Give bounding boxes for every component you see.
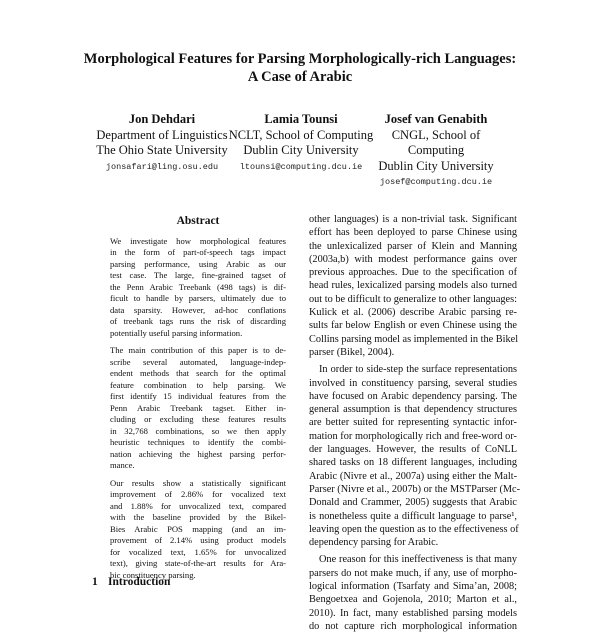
text-line: with the baseline provided by the Bikel- xyxy=(110,512,286,522)
text-line: We investigate how morphological features xyxy=(110,235,286,246)
text-line: Bengoetxea and Gojenola, 2010; Marton et al., xyxy=(309,594,517,606)
text-line: logical information (Tsarfaty and Sima’an, 2008; xyxy=(309,581,517,593)
author-email: ltounsi@computing.dcu.ie xyxy=(239,161,363,172)
text-line: in the form of part-of-speech tags impact xyxy=(110,247,286,257)
text-line: (2003a,b) with modest performance gains over xyxy=(309,253,517,265)
paper-title xyxy=(60,50,540,86)
text-line: test case. The large, fine-grained tagset of xyxy=(110,270,286,280)
text-line: mation for morphologically rich and free-word or- xyxy=(309,430,517,442)
text-line: In order to side-step the surface representations xyxy=(319,364,517,376)
text-line: The main contribution of this paper is to de- xyxy=(110,345,286,355)
text-line: data sparsity. However, ad-hoc conflations xyxy=(110,304,286,315)
author-institution: Dublin City University xyxy=(243,143,359,157)
body-paragraph-1 xyxy=(309,213,517,359)
text-line: Parser (Nivre et al., 2007b) or the MSTParser (Mc- xyxy=(309,483,521,495)
text-line: ficult to handle by parsers, ultimately due to xyxy=(110,293,286,303)
text-line: Our results show a statistically significant xyxy=(110,477,286,488)
text-line: the unlexicalized parser of Klein and Manning xyxy=(309,240,517,252)
author-block-3 xyxy=(370,112,502,190)
text-line: parsing performance, using Arabic as our xyxy=(110,258,286,269)
author-institution: The Ohio State University xyxy=(96,143,228,157)
text-line: are better suited for representing syntactic infor- xyxy=(309,417,517,429)
text-line: shared tasks on 18 different languages, including xyxy=(309,457,517,469)
text-line: Collins parsing model as implemented in the Bikel xyxy=(309,333,519,345)
author-name: Jon Dehdari xyxy=(128,112,196,126)
text-line: feature combination to help parsing. We xyxy=(110,379,286,390)
author-block-2 xyxy=(228,112,374,175)
body-paragraph-3 xyxy=(309,553,517,633)
text-line: have focused on Arabic dependency parsing. The xyxy=(309,390,517,402)
text-line: text), giving state-of-the-art results for Ara- xyxy=(110,558,286,568)
text-line: Bies Arabic POS mapping (and an im- xyxy=(110,523,286,534)
text-line: do not capture rich morphological information xyxy=(309,620,517,632)
text-line: involved in constituency parsing, several studies xyxy=(309,377,517,389)
text-line: Donald and Crammer, 2005) suggests that Arabic xyxy=(309,497,517,509)
author-name: Josef van Genabith xyxy=(384,112,488,126)
section-title: Introduction xyxy=(108,576,171,588)
text-line: Kulick et al. (2006) describe Arabic parsing re- xyxy=(309,307,517,319)
abstract-column xyxy=(110,216,286,587)
text-line: head rules, lexicalized parsing models also turned xyxy=(309,280,517,292)
text-line: dependency parsing for Arabic. xyxy=(309,537,439,549)
author-institution: Dublin City University xyxy=(378,158,494,173)
text-line: heuristic techniques to identify the combi- xyxy=(110,437,286,447)
text-line: of treebank tags runs the risk of discarding xyxy=(110,316,286,326)
text-line: provement of 2.14% using product models xyxy=(110,535,286,545)
text-line: previous approaches. Due to the specification of xyxy=(309,267,517,279)
author-affiliation: Department of Linguistics xyxy=(96,127,228,142)
author-email: jonsafari@ling.osu.edu xyxy=(105,161,219,172)
text-line: scribe several automated, language-indep- xyxy=(110,356,286,367)
text-line: other languages) is a non-trivial task. Significant xyxy=(309,214,517,225)
author-affiliation: CNGL, School of Computing xyxy=(391,127,481,157)
author-email: josef@computing.dcu.ie xyxy=(379,177,493,187)
text-line: Arabic (Nivre et al., 2007a) using either the Malt- xyxy=(309,470,517,482)
author-name: Lamia Tounsi xyxy=(264,112,338,126)
text-line: leaving open the question as to the effectiveness of xyxy=(309,523,519,535)
text-line: Penn Arabic Treebank tagset. Either in- xyxy=(110,402,286,413)
section-heading-introduction xyxy=(92,576,170,588)
title-line-1: Morphological Features for Parsing Morphologically-rich Languages: xyxy=(83,51,517,67)
text-line: sults far below English or even Chinese using the xyxy=(309,320,517,332)
text-line: nation achieving the highest parsing perfor- xyxy=(110,448,286,459)
abstract-heading: Abstract xyxy=(176,215,220,227)
body-paragraph-2 xyxy=(309,363,521,549)
author-affiliation: NCLT, School of Computing xyxy=(228,127,374,142)
text-line: general assumption is that dependency structures xyxy=(309,404,517,416)
abstract-paragraph-3 xyxy=(110,478,286,582)
title-line-2: A Case of Arabic xyxy=(247,69,353,85)
text-line: parser (Bikel, 2004). xyxy=(309,346,395,358)
text-line: One reason for this ineffectiveness is that many xyxy=(319,554,517,566)
text-line: in 32,768 combinations, so we then apply xyxy=(110,425,286,436)
text-line: cluding or excluding these features results xyxy=(110,414,286,424)
text-line: parsers do not make much, if any, use of morpho- xyxy=(309,567,517,579)
author-block-1 xyxy=(92,112,232,175)
text-line: the Penn Arabic Treebank (498 tags) is dif- xyxy=(110,281,286,292)
text-line: improvement of 2.86% for vocalized text xyxy=(110,489,286,499)
section-number: 1 xyxy=(92,576,98,588)
text-line: for vocalized text, 1.65% for unvocalized xyxy=(110,546,286,557)
text-line: der languages. However, the results of CoNLL xyxy=(309,444,517,456)
text-line: first identify 15 individual features from the xyxy=(110,391,286,401)
text-line: 2010). In fact, many established parsing models xyxy=(309,607,517,619)
text-line: effort has been deployed to parse Chinese using xyxy=(309,227,517,239)
abstract-paragraph-2 xyxy=(110,345,286,472)
body-column-right xyxy=(309,213,521,637)
text-line: endent methods that search for the optimal xyxy=(110,368,286,378)
text-line: and 1.88% for unvocalized text, compared xyxy=(110,500,286,511)
text-line: potentially useful parsing information. xyxy=(110,327,243,338)
text-line: bic constituency parsing. xyxy=(110,569,196,580)
text-line: out to be difficult to generalize to other languages: xyxy=(309,293,517,305)
text-line: is nonetheless quite a difficult language to parse¹, xyxy=(309,510,517,522)
text-line: mance. xyxy=(110,460,135,470)
abstract-paragraph-1 xyxy=(110,236,286,340)
